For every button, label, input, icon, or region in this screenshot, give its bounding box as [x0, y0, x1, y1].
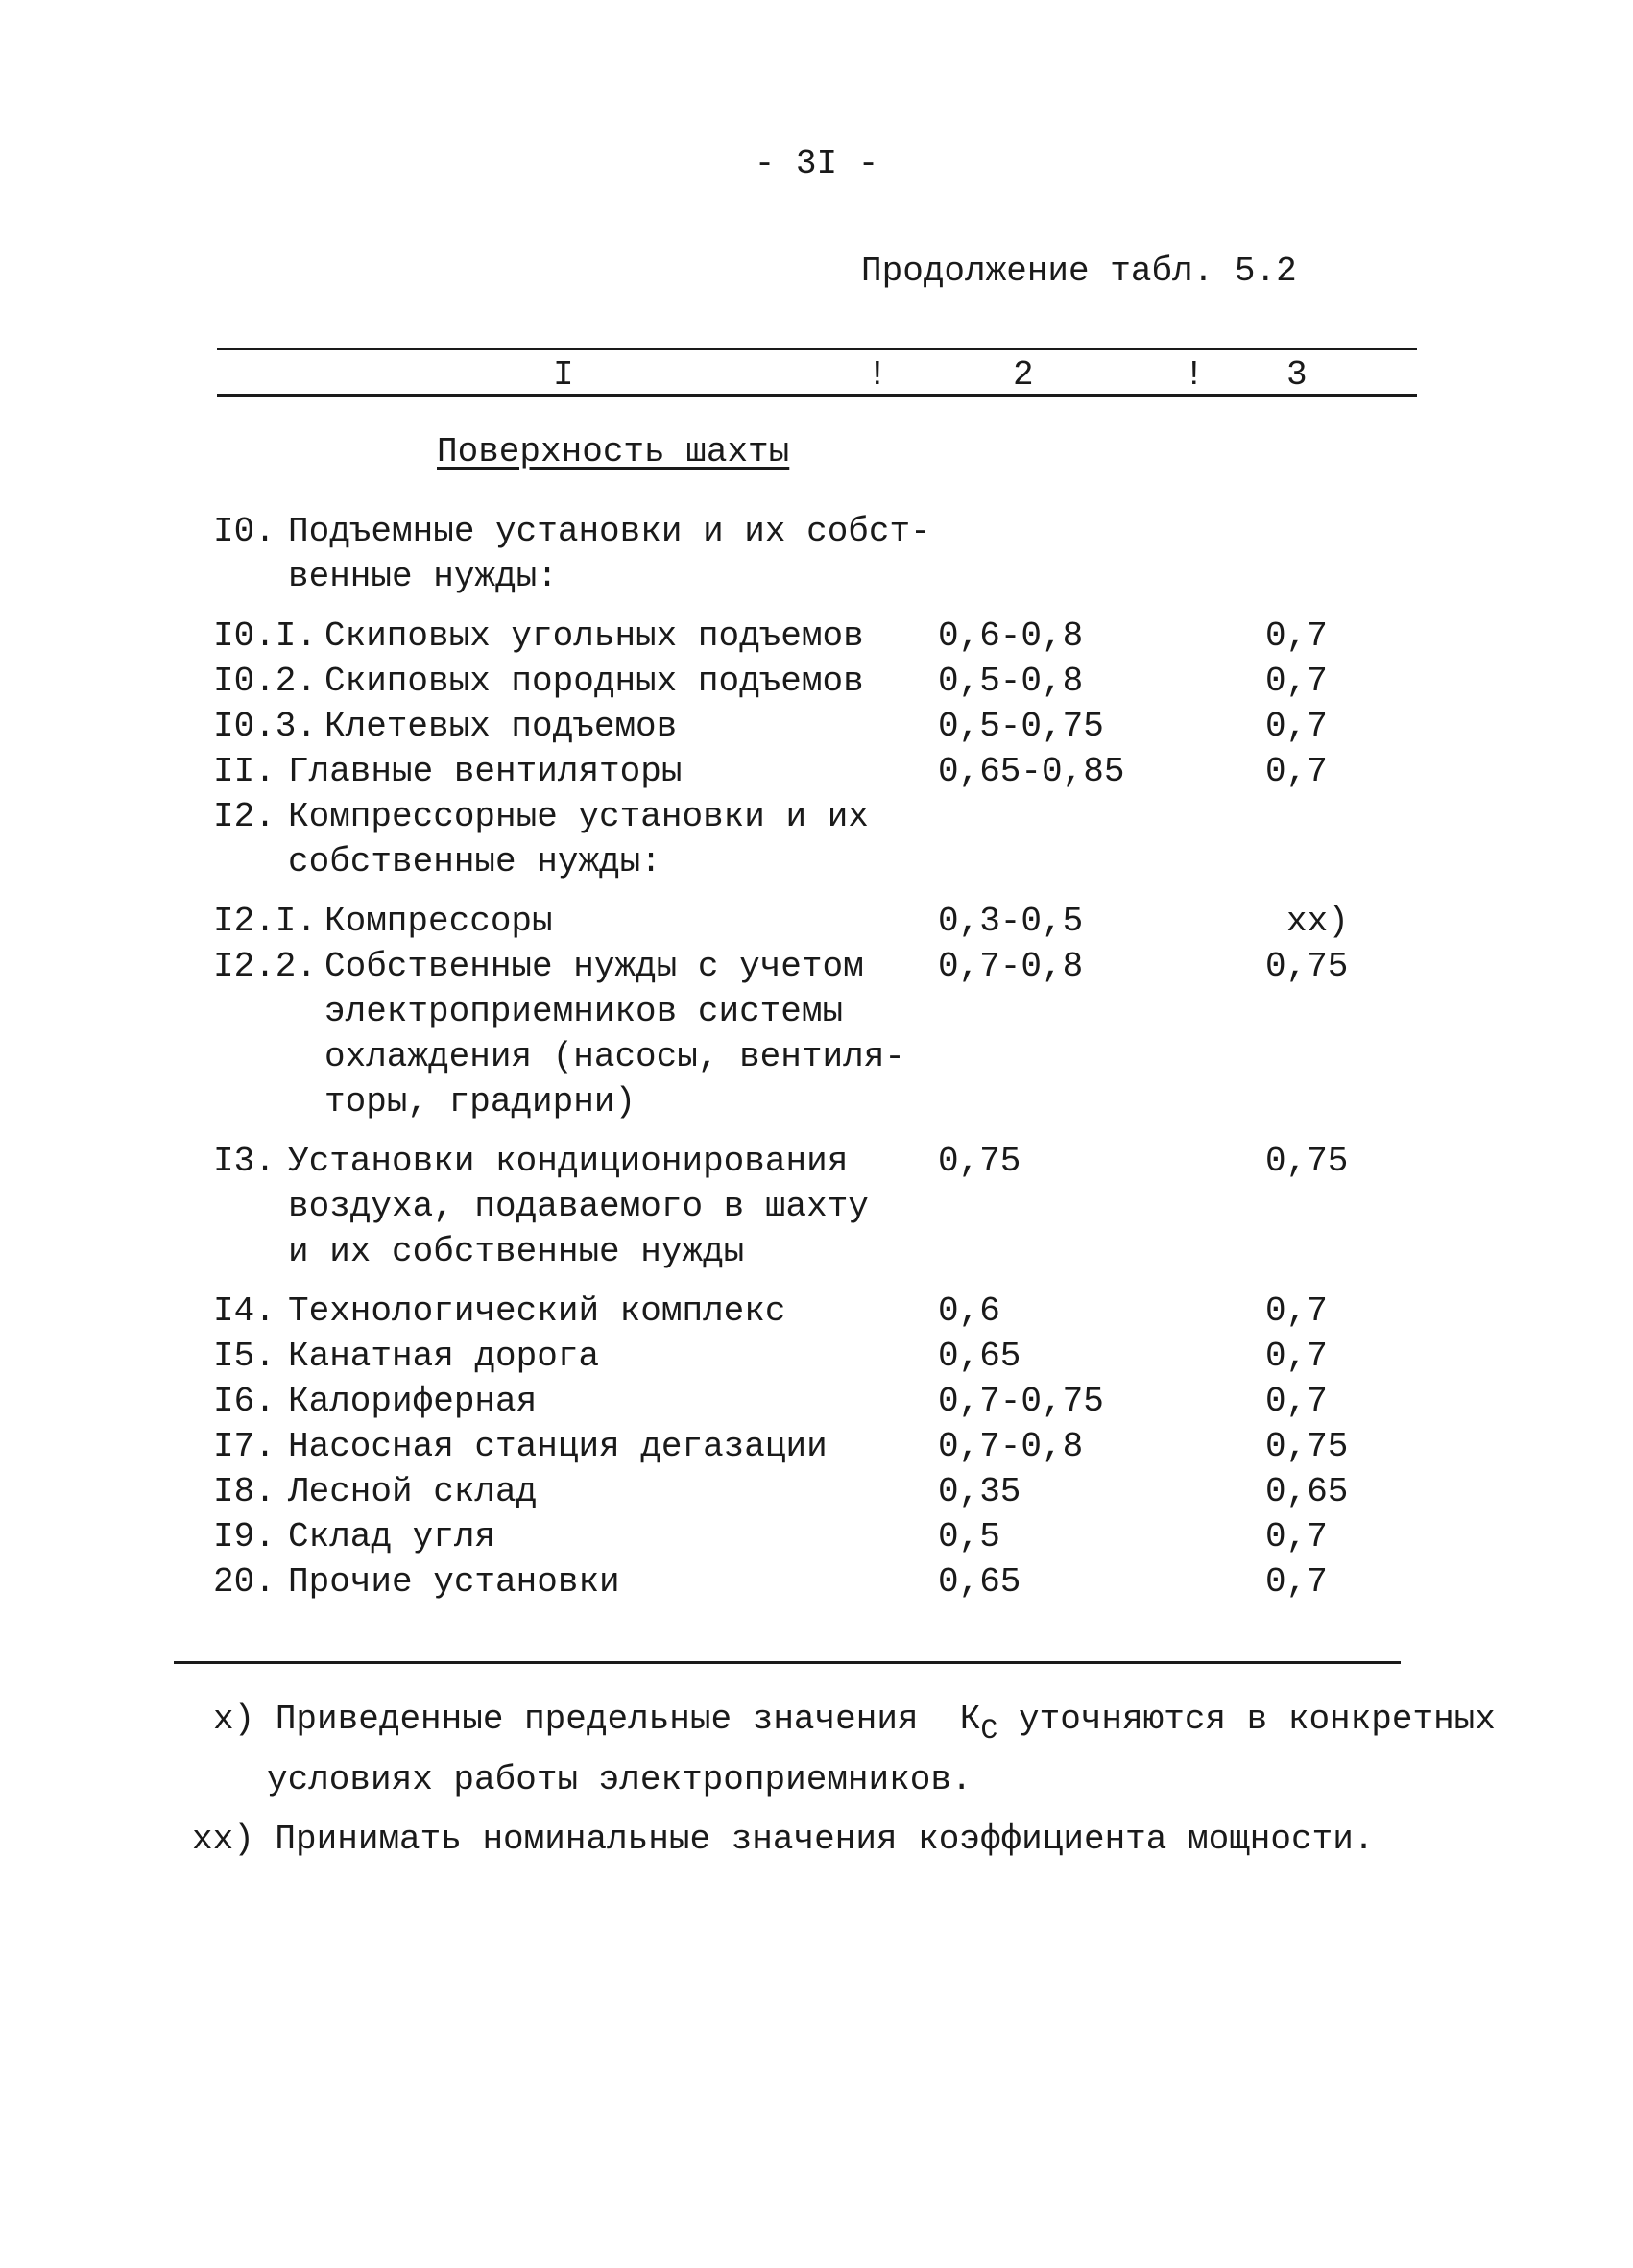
- power-factor-value: 0,75: [1265, 1427, 1349, 1466]
- demand-factor-value: 0,7-0,75: [938, 1382, 1104, 1421]
- row-number: I2.I.: [213, 902, 318, 941]
- demand-factor-value: 0,6-0,8: [938, 616, 1084, 656]
- footnote-xx-mark: xx): [192, 1820, 254, 1859]
- row-name-line: Подъемные установки и их собст-: [288, 512, 931, 551]
- kc-symbol-subscript: С: [980, 1715, 998, 1748]
- column-header-1: I: [553, 355, 574, 395]
- footnote-x-mark: x): [213, 1700, 255, 1739]
- row-number: I2.: [213, 797, 276, 836]
- row-number: I7.: [213, 1427, 276, 1466]
- demand-factor-value: 0,7-0,8: [938, 947, 1084, 986]
- row-number: I3.: [213, 1142, 276, 1181]
- table-top-rule: [217, 348, 1417, 350]
- power-factor-value: 0,75: [1265, 1142, 1349, 1181]
- power-factor-value: 0,7: [1265, 1291, 1328, 1331]
- section-title: Поверхность шахты: [437, 432, 790, 471]
- row-number: I4.: [213, 1291, 276, 1331]
- row-name-line: торы, градирни): [324, 1082, 636, 1122]
- row-name-line: Скиповых угольных подъемов: [324, 616, 864, 656]
- demand-factor-value: 0,65: [938, 1337, 1021, 1376]
- row-name-line: Скиповых породных подъемов: [324, 662, 864, 701]
- row-number: I0.3.: [213, 707, 318, 746]
- table-bottom-rule: [174, 1661, 1401, 1664]
- footnote-x: [213, 1700, 1496, 1748]
- row-name-line: Калориферная: [288, 1382, 538, 1421]
- row-name-line: Компрессорные установки и их: [288, 797, 869, 836]
- row-name-line: электроприемников системы: [324, 992, 844, 1031]
- row-number: II.: [213, 752, 276, 791]
- demand-factor-value: 0,35: [938, 1472, 1021, 1511]
- row-name-line: охлаждения (насосы, вентиля-: [324, 1037, 905, 1076]
- row-name-line: и их собственные нужды: [288, 1232, 745, 1271]
- row-name-line: венные нужды:: [288, 557, 558, 596]
- table-caption: Продолжение табл. 5.2: [861, 252, 1297, 291]
- power-factor-value: 0,7: [1265, 1337, 1328, 1376]
- row-number: I8.: [213, 1472, 276, 1511]
- demand-factor-value: 0,75: [938, 1142, 1021, 1181]
- kc-symbol-letter: К: [959, 1700, 981, 1739]
- footnote-x-text-after: уточняются в конкретных: [1019, 1700, 1496, 1739]
- demand-factor-value: 0,5-0,75: [938, 707, 1104, 746]
- power-factor-value: 0,7: [1265, 1517, 1328, 1556]
- row-number: I5.: [213, 1337, 276, 1376]
- column-header-3: 3: [1286, 355, 1308, 395]
- row-number: I0.I.: [213, 616, 318, 656]
- power-factor-value: 0,65: [1265, 1472, 1349, 1511]
- row-name-line: Технологический комплекс: [288, 1291, 786, 1331]
- row-name-line: Насосная станция дегазации: [288, 1427, 828, 1466]
- row-name-line: Лесной склад: [288, 1472, 538, 1511]
- row-name-line: Канатная дорога: [288, 1337, 600, 1376]
- table-header-rule: [217, 394, 1417, 397]
- row-name-line: Собственные нужды с учетом: [324, 947, 864, 986]
- row-number: I2.2.: [213, 947, 318, 986]
- row-name-line: Клетевых подъемов: [324, 707, 678, 746]
- row-name-line: собственные нужды:: [288, 842, 661, 881]
- row-number: I0.: [213, 512, 276, 551]
- row-name-line: Склад угля: [288, 1517, 496, 1556]
- kc-symbol: [959, 1700, 998, 1748]
- power-factor-value: 0,7: [1265, 752, 1328, 791]
- footnote-xx-text: Принимать номинальные значения коэффициента мощности.: [275, 1820, 1375, 1859]
- power-factor-value: xx): [1286, 902, 1349, 941]
- demand-factor-value: 0,65: [938, 1562, 1021, 1602]
- power-factor-value: 0,7: [1265, 1562, 1328, 1602]
- demand-factor-value: 0,7-0,8: [938, 1427, 1084, 1466]
- row-number: I9.: [213, 1517, 276, 1556]
- power-factor-value: 0,7: [1265, 707, 1328, 746]
- power-factor-value: 0,7: [1265, 1382, 1328, 1421]
- row-name-line: Компрессоры: [324, 902, 553, 941]
- footnote-x-line2: условиях работы электроприемников.: [267, 1760, 973, 1799]
- footnote-x-text-before: Приведенные предельные значения: [275, 1700, 919, 1739]
- power-factor-value: 0,7: [1265, 662, 1328, 701]
- demand-factor-value: 0,3-0,5: [938, 902, 1084, 941]
- power-factor-value: 0,75: [1265, 947, 1349, 986]
- row-name-line: Установки кондиционирования: [288, 1142, 849, 1181]
- row-number: I6.: [213, 1382, 276, 1421]
- column-separator-1: !: [867, 355, 888, 395]
- page-number: - 3I -: [754, 144, 879, 183]
- row-name-line: Главные вентиляторы: [288, 752, 683, 791]
- row-number: 20.: [213, 1562, 276, 1602]
- row-name-line: Прочие установки: [288, 1562, 620, 1602]
- row-number: I0.2.: [213, 662, 318, 701]
- demand-factor-value: 0,65-0,85: [938, 752, 1125, 791]
- demand-factor-value: 0,5-0,8: [938, 662, 1084, 701]
- demand-factor-value: 0,5: [938, 1517, 1000, 1556]
- column-header-2: 2: [1013, 355, 1034, 395]
- power-factor-value: 0,7: [1265, 616, 1328, 656]
- footnote-xx: [192, 1820, 1374, 1859]
- demand-factor-value: 0,6: [938, 1291, 1000, 1331]
- column-separator-2: !: [1184, 355, 1205, 395]
- row-name-line: воздуха, подаваемого в шахту: [288, 1187, 869, 1226]
